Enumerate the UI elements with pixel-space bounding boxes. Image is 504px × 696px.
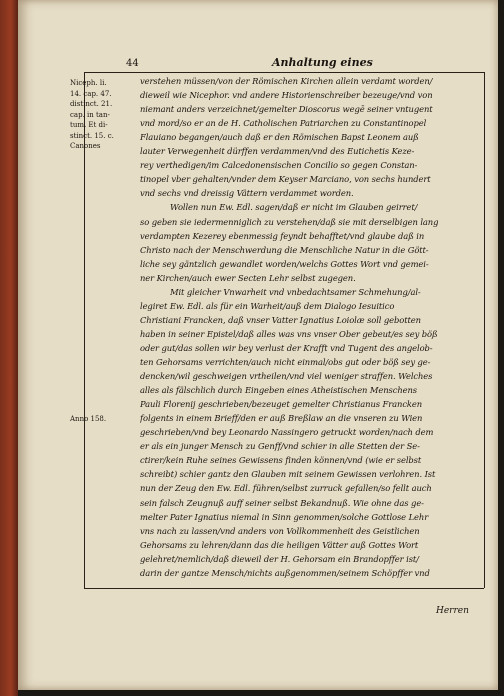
- text-line: vns nach zu lassen/vnd anders von Vollkommenheit des Geistlichen: [140, 525, 420, 536]
- top-rule: [84, 72, 484, 73]
- text-line: niemant anders verzeichnet/gemelter Dioscorus wegē seiner vntugent: [140, 104, 433, 115]
- text-line: liche sey gäntzlich gewandlet worden/welchs Gottes Wort vnd gemei-: [140, 258, 429, 269]
- text-line: Flauiano begangen/auch daß er den Römischen Bapst Leonem auß: [140, 132, 419, 143]
- text-line: folgents in einem Brieff/den er auß Breßlaw an die vnseren zu Wien: [140, 413, 423, 424]
- margin-note-line: distinct. 21.: [70, 100, 113, 108]
- text-line: gelehret/nemlich/daß dieweil der H. Gehorsam ein Brandopffer ist/: [140, 553, 419, 564]
- margin-note-line: 14. cap. 47.: [70, 89, 112, 98]
- text-line: ner Kirchen/auch ewer Secten Lehr selbst zugegen.: [140, 272, 356, 283]
- bottom-rule: [84, 588, 484, 589]
- margin-note-line: Canones: [70, 142, 101, 150]
- book-spine: [0, 0, 18, 696]
- margin-note-line: Niceph. li.: [70, 79, 107, 87]
- margin-note-line: Anno 158.: [70, 415, 107, 423]
- text-line: Christo nach der Menschwerdung die Menschliche Natur in die Gött-: [140, 244, 429, 255]
- text-line: schreibt) schier gantz den Glauben mit seinem Gewissen verlohren. Ist: [140, 469, 436, 480]
- margin-note-line: tum. Et di-: [70, 121, 108, 129]
- page-number: 44: [126, 58, 139, 69]
- text-line: geschrieben/vnd bey Leonardo Nassingero getruckt worden/nach dem: [140, 427, 434, 438]
- text-line: lauter Verwegenheit dürffen verdammen/vnd des Eutichetis Keze-: [140, 146, 415, 157]
- text-line: nun der Zeug den Ew. Edl. führen/selbst zurruck gefallen/so fellt auch: [140, 483, 432, 494]
- text-line: vnd mord/so er an de H. Catholischen Patriarchen zu Constantinopel: [140, 118, 427, 129]
- text-line: Mit gleicher Vnwarheit vnd vnbedachtsamer Schmehung/al-: [170, 286, 421, 297]
- text-line: legiret Ew. Edl. als für ein Warheit/auß dem Dialogo Iesuitico: [140, 300, 395, 311]
- text-line: ten Gehorsams verrichten/auch nicht einmal/obs gut oder böß sey ge-: [140, 357, 431, 367]
- text-line: oder gut/das sollen wir bey verlust der Krafft vnd Tugent des angelob-: [140, 342, 433, 353]
- running-title: Anhaltung eines: [272, 56, 373, 69]
- text-line: verstehen müssen/von der Römischen Kirchen allein verdamt worden/: [140, 76, 433, 86]
- text-line: ctirer/kein Ruhe seines Gewissens finden können/vnd (wie er selbst: [140, 455, 422, 466]
- text-line: Pauli Florenij geschrieben/bezeuget gemelter Christianus Francken: [140, 399, 423, 410]
- text-line: rey verthedigen/im Calcedonensischen Concilio so gegen Constan-: [140, 160, 418, 171]
- text-line: haben in seiner Epistel/daß alles was vns vnser Ober gebeut/es sey böß: [140, 328, 438, 339]
- text-line: so geben sie iedermenniglich zu verstehen/daß sie mit derselbigen lang: [140, 216, 439, 227]
- margin-note-line: cap. in tan-: [70, 110, 110, 119]
- text-line: dieweil wie Nicephor. vnd andere Historienschreiber bezeuge/vnd von: [140, 90, 433, 101]
- text-line: verdampten Kezerey ebenmessig feyndt behafftet/vnd glaube daß in: [140, 230, 425, 241]
- text-line: alles als fälschlich durch Eingeben eines Atheistischen Menschens: [140, 385, 417, 396]
- text-line: tinopel vber gehalten/vnder dem Keyser Marciano, von sechs hundert: [140, 174, 431, 185]
- right-frame-rule: [484, 72, 485, 588]
- margin-note-line: stinct. 15. c.: [70, 131, 114, 140]
- text-line: sein falsch Zeugnuß auff seiner selbst Bekandnuß. Wie ohne das ge-: [140, 497, 424, 508]
- text-line: er als ein junger Mensch zu Genff/vnd schier in alle Stetten der Se-: [140, 441, 420, 452]
- text-line: darin der gantze Mensch/nichts außgenommen/seinem Schöpffer vnd: [140, 567, 430, 578]
- text-line: Christiani Francken, daß vnser Vatter Ignatius Loiolæ soll gebotten: [140, 314, 421, 325]
- text-line: Wollen nun Ew. Edl. sagen/daß er nicht im Glauben geirret/: [170, 202, 418, 213]
- catchword: Herren: [436, 606, 469, 616]
- text-line: melter Pater Ignatius niemal in Sinn genommen/solche Gottlose Lehr: [140, 511, 429, 522]
- text-line: vnd sechs vnd dreissig Vättern verdammet worden.: [140, 188, 354, 199]
- text-line: Gehorsams zu lehren/dann das die heiligen Vätter auß Gottes Wort: [140, 539, 419, 550]
- text-line: dencken/wil geschweigen vrtheilen/vnd viel weniger straffen. Welches: [140, 371, 433, 382]
